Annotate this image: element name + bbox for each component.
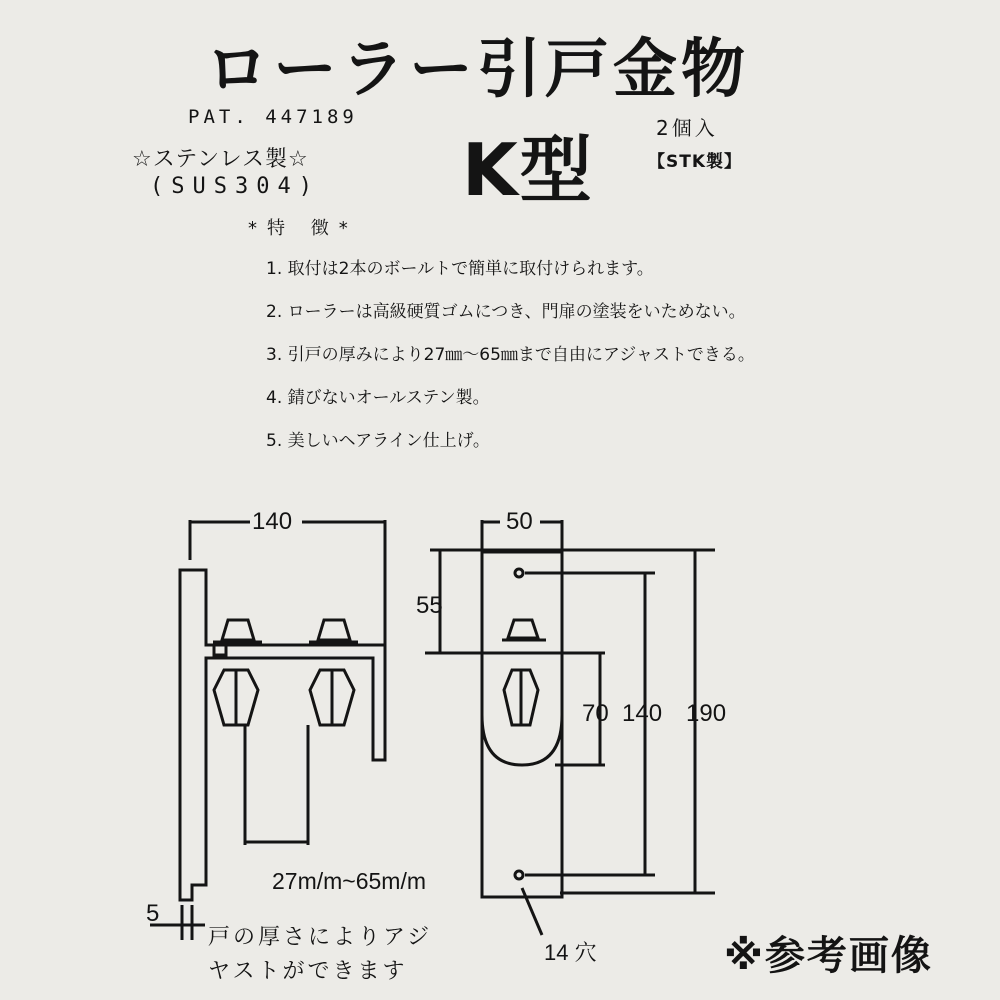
right-front-view <box>425 520 715 935</box>
dimension-70: 70 <box>582 700 609 727</box>
feature-item: 3. 引戸の厚みにより27㎜～65㎜まで自由にアジャストできる。 <box>266 345 755 365</box>
adjust-note-line2: ヤストができます <box>208 959 408 984</box>
features-heading: *特 徴* <box>248 218 358 239</box>
thickness-label: 5 <box>146 900 160 927</box>
feature-item: 4. 錆びないオールステン製。 <box>266 388 490 408</box>
reference-image-note: ※参考画像 <box>724 933 933 979</box>
feature-item: 2. ローラーは高級硬質ゴムにつき、門扉の塗装をいためない。 <box>266 302 746 322</box>
quantity-label: 2個入 <box>656 116 718 140</box>
dimension-140: 140 <box>622 700 663 727</box>
dimension-55: 55 <box>416 592 443 619</box>
dimension-190: 190 <box>686 700 727 727</box>
feature-item: 1. 取付は2本のボールトで簡単に取付けられます。 <box>266 259 654 279</box>
adjust-note-line1: 戸の厚さによりアジ <box>208 925 433 950</box>
material-label: ☆ステンレス製☆ <box>132 147 309 172</box>
adjust-range-label: 27m/m~65m/m <box>272 868 427 894</box>
feature-item: 5. 美しいヘアライン仕上げ。 <box>266 431 490 451</box>
patent-number: PAT. 447189 <box>188 106 358 128</box>
maker-label: 【STK製】 <box>648 152 743 172</box>
dimension-140-width: 140 <box>252 508 293 535</box>
hole-size-label: 14 穴 <box>544 940 597 965</box>
model-name: K型 <box>462 128 594 212</box>
steel-grade: (SUS304) <box>150 174 320 199</box>
product-title: ローラー引戸金物 <box>205 33 749 107</box>
dimension-50-width: 50 <box>506 508 533 535</box>
